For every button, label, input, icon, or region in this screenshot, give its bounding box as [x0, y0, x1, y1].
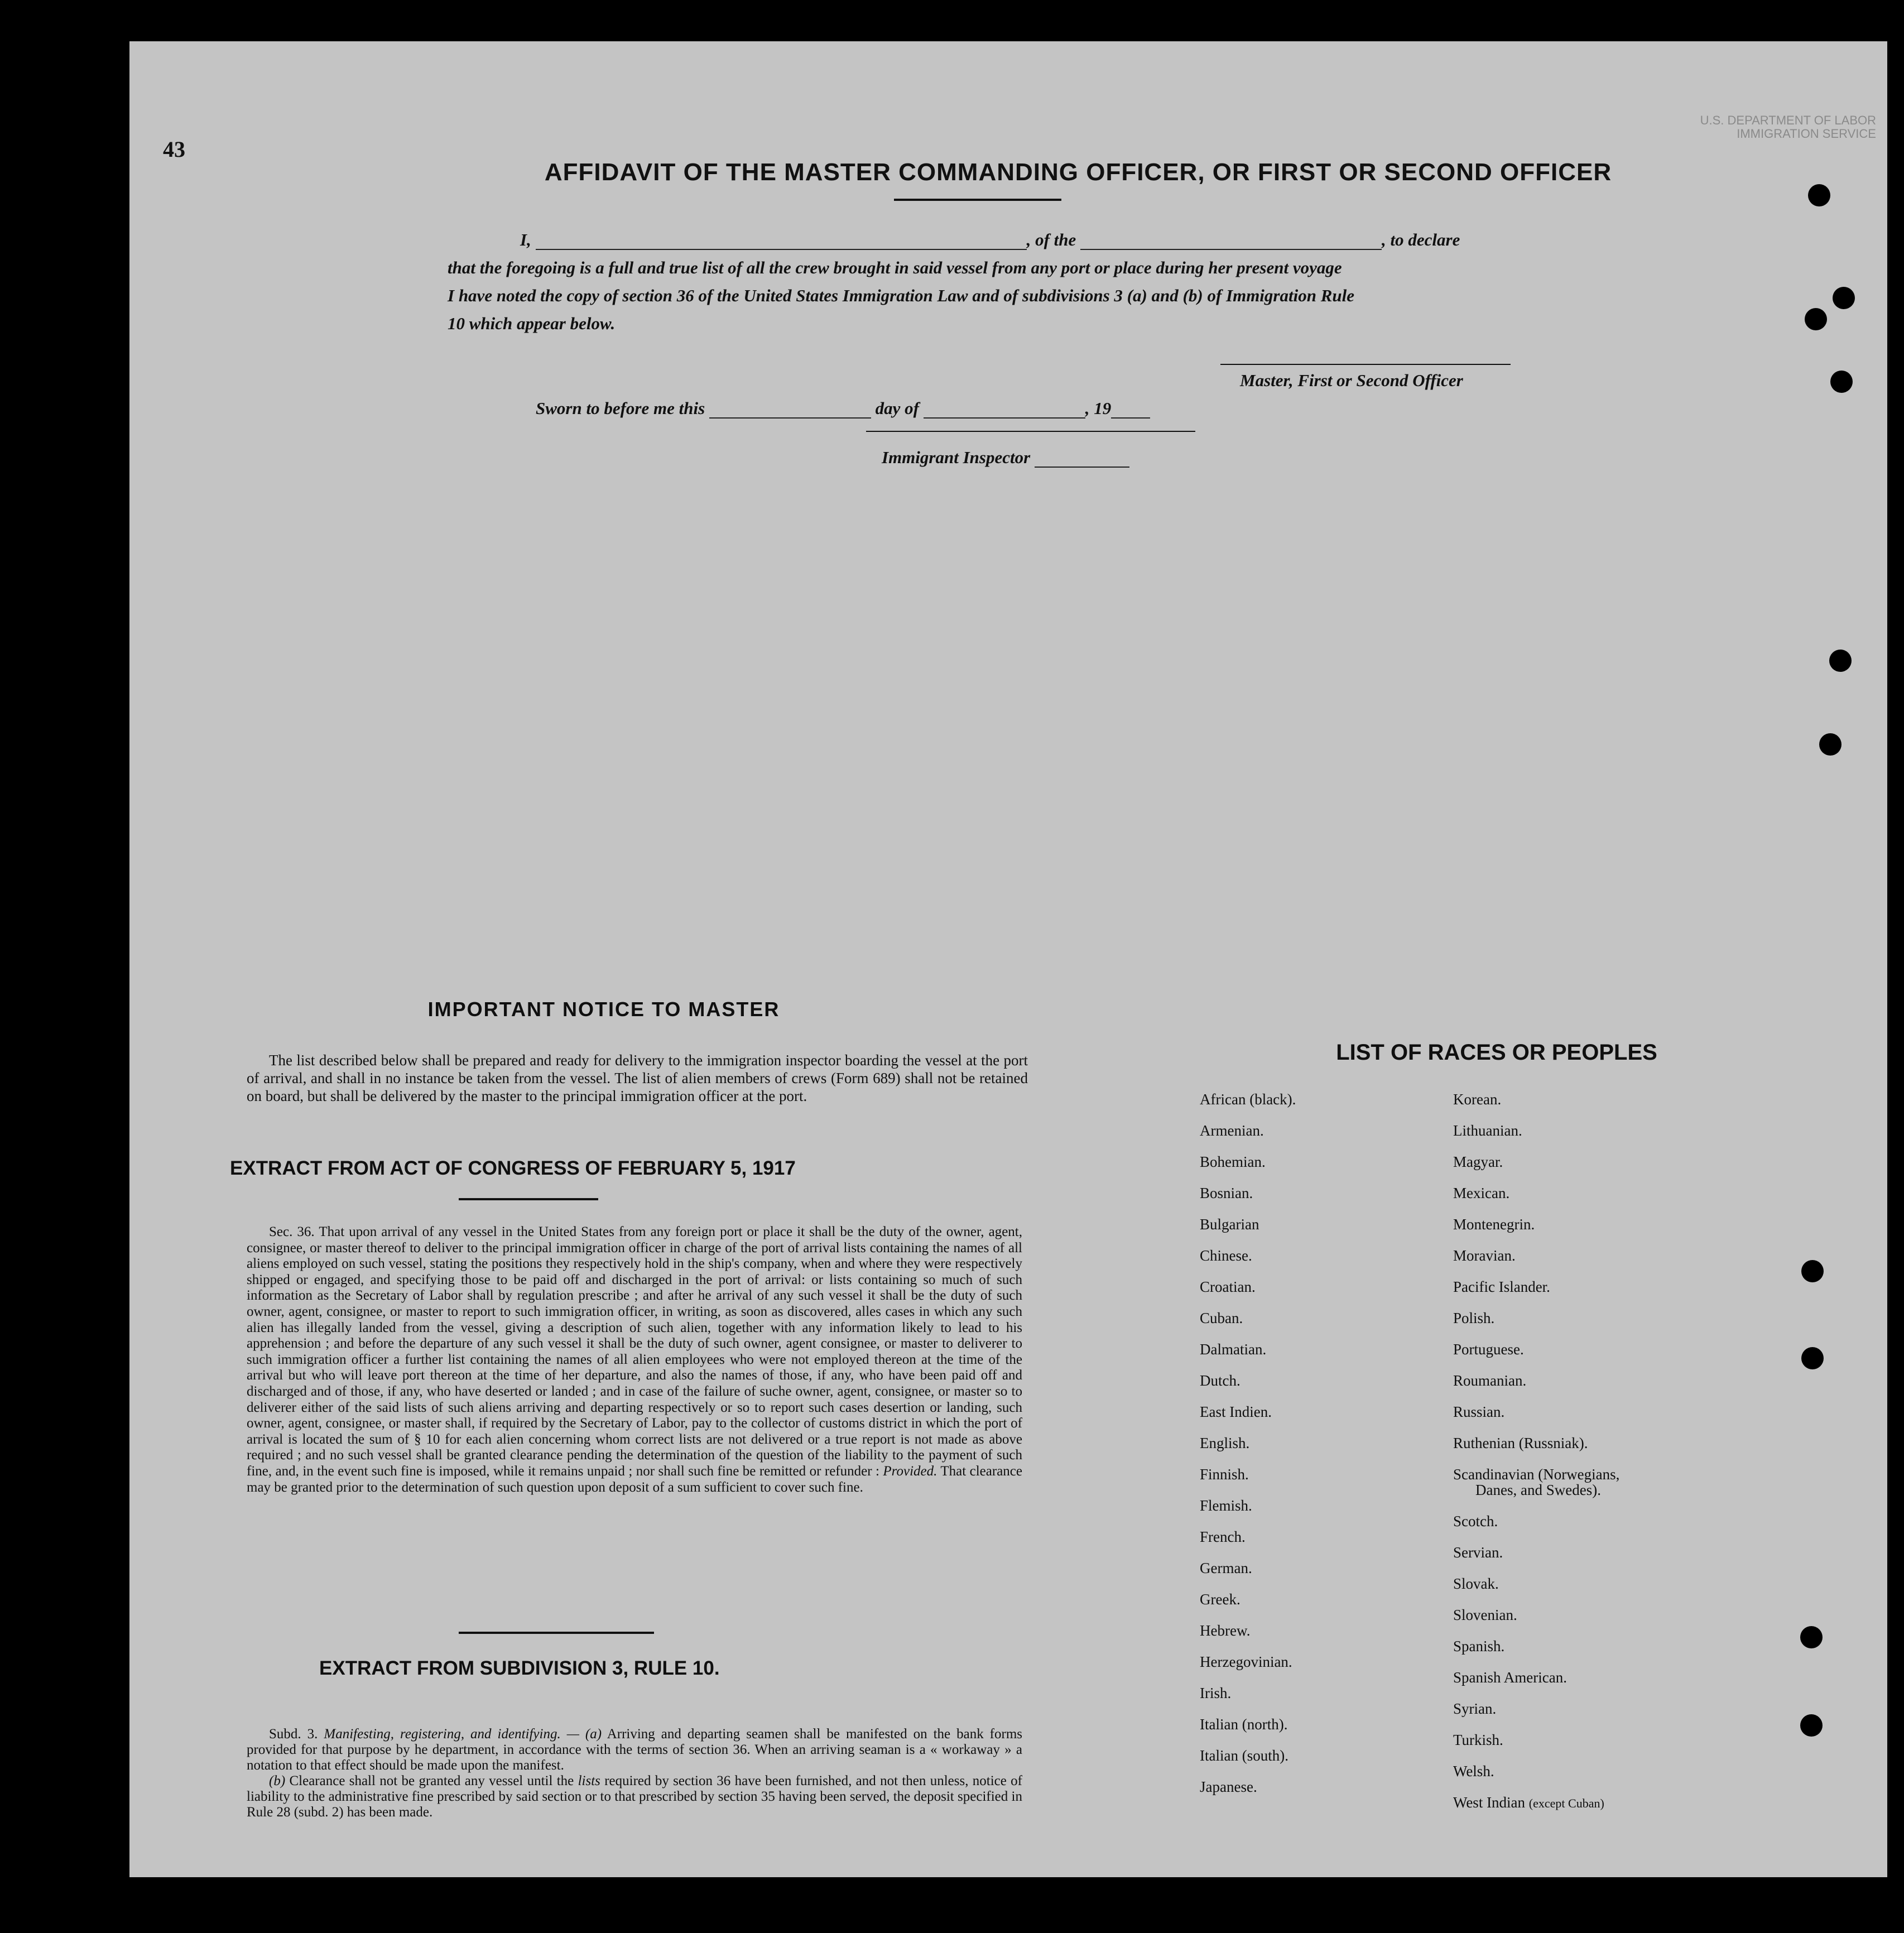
- day-of-label: day of: [875, 398, 919, 418]
- race-item: Syrian.: [1453, 1700, 1497, 1717]
- race-item: Italian (north).: [1200, 1716, 1288, 1733]
- sworn-day-blank: [709, 417, 871, 419]
- clause-b-label: (b): [269, 1773, 286, 1788]
- rule-paragraph-a: [247, 1727, 1022, 1773]
- name-blank: [536, 249, 1027, 250]
- race-item: Montenegrin.: [1453, 1216, 1535, 1233]
- affidavit-line-4: 10 which appear below.: [448, 314, 616, 333]
- race-item: Slovenian.: [1453, 1607, 1517, 1623]
- race-item: German.: [1200, 1560, 1252, 1576]
- clause-b-pre: Clearance shall not be granted any vessel until the: [289, 1773, 574, 1788]
- clause-a-label: — (a): [566, 1727, 602, 1742]
- race-item: Bulgarian: [1200, 1216, 1259, 1233]
- rule-paragraph-b: [247, 1773, 1022, 1820]
- affidavit-title: AFFIDAVIT OF THE MASTER COMMANDING OFFICER, OR FIRST OR SECOND OFFICER: [544, 158, 1612, 186]
- department-name: U.S. DEPARTMENT OF LABOR: [1700, 113, 1876, 127]
- binder-hole: [1830, 371, 1853, 393]
- sworn-line: Sworn to before me this day of , 19: [536, 398, 1150, 419]
- race-item: Spanish American.: [1453, 1669, 1567, 1686]
- race-item: Pacific Islander.: [1453, 1278, 1550, 1295]
- binder-hole: [1800, 1626, 1823, 1648]
- rule-title: EXTRACT FROM SUBDIVISION 3, RULE 10.: [319, 1657, 720, 1679]
- section-36-text: [247, 1224, 1022, 1496]
- race-item: Danes, and Swedes).: [1475, 1482, 1601, 1498]
- race-item: Herzegovinian.: [1200, 1653, 1292, 1670]
- race-item: Mexican.: [1453, 1185, 1510, 1201]
- master-signature-line: [1220, 364, 1511, 365]
- year-label: 19: [1094, 398, 1112, 418]
- notice-title: IMPORTANT NOTICE TO MASTER: [427, 998, 780, 1021]
- binder-hole: [1805, 308, 1827, 330]
- to-declare-label: , to declare: [1382, 230, 1460, 249]
- race-item: Dutch.: [1200, 1372, 1241, 1389]
- race-item: African (black).: [1200, 1091, 1296, 1108]
- race-item: Chinese.: [1200, 1247, 1252, 1264]
- race-item: Polish.: [1453, 1310, 1495, 1326]
- race-item: French.: [1200, 1528, 1246, 1545]
- binder-hole: [1801, 1260, 1824, 1282]
- provided-word: Provided.: [883, 1463, 937, 1479]
- title-rule: [894, 199, 1061, 201]
- year-blank: [1111, 417, 1150, 419]
- affidavit-line-1: [520, 230, 1460, 250]
- race-item: Servian.: [1453, 1544, 1503, 1561]
- vessel-blank: [1080, 249, 1382, 250]
- section-tail: That clearance may be granted prior to the determination of such question upon deposit of a sum sufficient to cover such fine.: [247, 1463, 1022, 1495]
- document-page: [129, 41, 1887, 1877]
- sworn-label: Sworn to before me this: [536, 398, 705, 418]
- binder-hole: [1801, 1347, 1824, 1369]
- race-item: Scotch.: [1453, 1513, 1498, 1530]
- section-label: Sec. 36.: [269, 1224, 315, 1239]
- inspector-label: [882, 448, 1129, 468]
- race-item: Russian.: [1453, 1403, 1505, 1420]
- master-signature-label: Master, First or Second Officer: [1240, 371, 1463, 390]
- race-item: Lithuanian.: [1453, 1122, 1522, 1139]
- rule-body: [247, 1727, 1022, 1820]
- race-item: Slovak.: [1453, 1575, 1499, 1592]
- clause-b-lists: lists: [578, 1773, 600, 1788]
- race-item: Flemish.: [1200, 1497, 1252, 1514]
- act-title: EXTRACT FROM ACT OF CONGRESS OF FEBRUARY 5, 1917: [230, 1157, 796, 1179]
- section-body: That upon arrival of any vessel in the United States from any foreign port or place it shall be the duty of the owner, agent, consignee, or master thereof to deliver to the principal immigration officer in charge of the port of arrival lists containing the names of all aliens employed on such vessel, stating the positions they respectively hold in the ship's company, when and where they were respectively shipped or engaged, and specifying those to be paid off and discharged in the port of arrival: or lists containing so much of such information as the Secretary of Labor shall by regulation prescribe ; and after he arrival of any such vessel it shall be the duty of such owner, agent, consignee, or master to report to such immigration officer, in writing, as soon as discovered, alles cases in which any such alien has illegally landed from the vessel, giving a description of such alien, together with any information likely to lead to his apprehension ; and before the departure of any such vessel it shall be the duty of such owner, agent consignee, or master to deliverer to such immigration officer a further list containing the names of all alien employees who were not employed thereon at the time of the arrival but who will leave port thereon at the time of her departure, and also the names of those, if any, who have been paid off and discharged and of those, if any, who have deserted or landed ; and in case of the failure of suche owner, agent, consignee, or master so to deliverer either of the said lists of such aliens arriving and departing respectively or so to report such cases desertion or landing, such owner, agent, consignee, or master shall, if required by the Secretary of Labor, pay to the collector of customs district in which the port of arrival is located the sum of § 10 for each alien concerning whom correct lists are not delivered or a true report is not made as above required ; and no such vessel shall be granted clearance pending the determination of the question of the liability to the payment of such fine, and, in the event such fine is imposed, while it remains unpaid ; nor shall such fine be remitted or refunder :: [247, 1224, 1022, 1479]
- race-item: Roumanian.: [1453, 1372, 1527, 1389]
- race-item: Bohemian.: [1200, 1153, 1266, 1170]
- subd-label: Subd. 3.: [269, 1727, 318, 1742]
- of-the-label: , of the: [1026, 230, 1076, 249]
- race-item-west-indian: [1453, 1793, 1619, 1825]
- race-item: Korean.: [1453, 1091, 1502, 1108]
- races-column-2: [1453, 1090, 1619, 1825]
- act-title-rule: [459, 1198, 598, 1200]
- service-name: IMMIGRATION SERVICE: [1737, 127, 1876, 141]
- inspector-signature-line: [866, 431, 1195, 432]
- race-item: Finnish.: [1200, 1466, 1249, 1483]
- races-title: LIST OF RACES OR PEOPLES: [1336, 1040, 1657, 1065]
- subd-heading: Manifesting, registering, and identifying.: [324, 1727, 561, 1742]
- inspector-blank: [1035, 467, 1129, 468]
- west-indian-note: (except Cuban): [1528, 1796, 1604, 1810]
- race-item: English.: [1200, 1435, 1250, 1451]
- affidavit-line-2: that the foregoing is a full and true list of all the crew brought in said vessel from any port or place during her present voyage: [448, 258, 1342, 277]
- race-item: Portuguese.: [1453, 1341, 1524, 1358]
- race-item: Scandinavian (Norwegians,: [1453, 1466, 1620, 1483]
- race-item: Dalmatian.: [1200, 1341, 1267, 1358]
- notice-body: The list described below shall be prepared and ready for delivery to the immigration inspector boarding the vessel at the port of arrival, and shall in no instance be taken from the vessel. The list of alien members of crews (Form 689) shall not be retained on board, but shall be delivered by the master to the principal immigration officer at the port.: [247, 1052, 1028, 1104]
- race-item: Magyar.: [1453, 1153, 1503, 1170]
- clause-a-text: Arriving and departing seamen shall be manifested on the bank forms provided for that purpose by he department, in accordance with the terms of section 36. When an arriving seaman is a « workaway » a notation to that effect should be made upon the manifest.: [247, 1727, 1023, 1773]
- race-item: Bosnian.: [1200, 1185, 1253, 1201]
- race-item: Cuban.: [1200, 1310, 1243, 1326]
- binder-hole: [1819, 733, 1842, 756]
- race-item: East Indien.: [1200, 1403, 1272, 1420]
- race-item: Spanish.: [1453, 1638, 1505, 1655]
- race-item: Croatian.: [1200, 1278, 1256, 1295]
- page-stamp: 43: [163, 137, 185, 162]
- binder-hole: [1808, 184, 1830, 206]
- race-item: Italian (south).: [1200, 1747, 1288, 1764]
- races-column-1: [1200, 1090, 1296, 1809]
- race-item: Ruthenian (Russniak).: [1453, 1435, 1588, 1451]
- inspector-text: Immigrant Inspector: [882, 448, 1031, 467]
- race-item: Hebrew.: [1200, 1622, 1251, 1639]
- race-item: Japanese.: [1200, 1778, 1257, 1795]
- binder-hole: [1829, 650, 1852, 672]
- race-item: Irish.: [1200, 1685, 1232, 1701]
- binder-hole: [1833, 287, 1855, 309]
- race-item: Moravian.: [1453, 1247, 1516, 1264]
- department-header: [1608, 114, 1876, 141]
- rule-separator: [459, 1632, 654, 1634]
- west-indian-label: West Indian: [1453, 1794, 1529, 1811]
- sworn-month-blank: [924, 417, 1085, 419]
- clause-b-post: required by section 36 have been furnished, and not then unless, notice of liability to the administrative fine prescribed by said section or to that prescribed by section 35 having been served, the deposit specified in Rule 28 (subd. 2) has been made.: [247, 1773, 1022, 1820]
- affidavit-line-3: I have noted the copy of section 36 of the United States Immigration Law and of subdivisions 3 (a) and (b) of Immigration Rule: [448, 286, 1354, 305]
- i-label: I,: [520, 230, 531, 249]
- race-item: Turkish.: [1453, 1732, 1503, 1748]
- race-item: Greek.: [1200, 1591, 1241, 1608]
- race-item: Armenian.: [1200, 1122, 1264, 1139]
- race-item: Welsh.: [1453, 1763, 1494, 1780]
- binder-hole: [1800, 1714, 1823, 1737]
